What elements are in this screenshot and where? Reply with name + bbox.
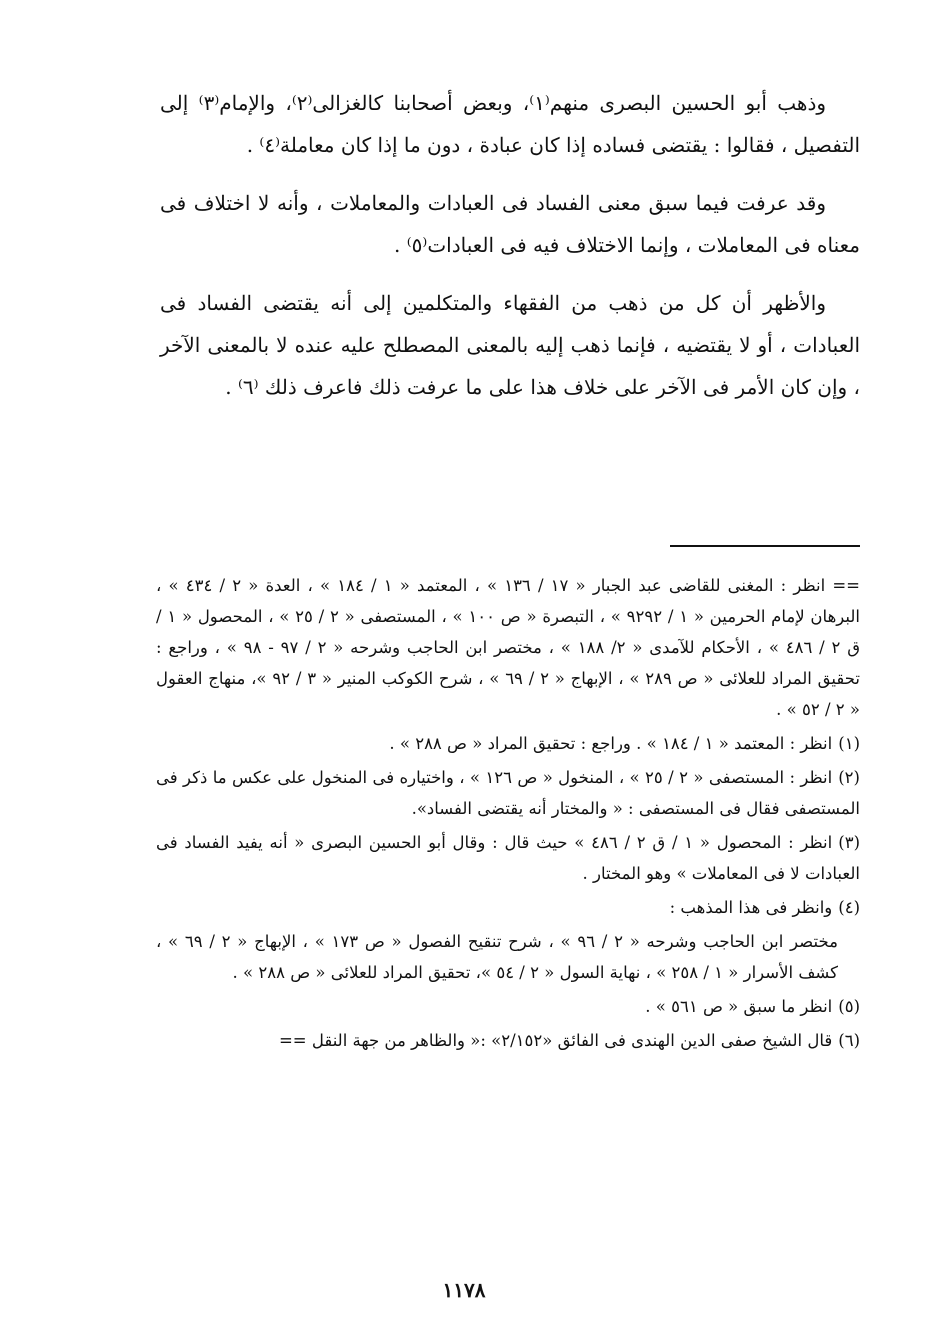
footnote-text: انظر : المعتمد « ١ / ١٨٤ » . وراجع : تحقيق المراد « ص ٢٨٨ » . [389, 734, 833, 753]
footnote-label: (٢) [838, 768, 860, 787]
footnote-text: انظر : المستصفى « ٢ / ٢٥ » ، المنخول « ص ١٢٦ » ، واختياره فى المنخول على عكس ما ذكر فى المستصفى فقال فى المستصفى : « والمختار أنه يقتضى الفساد». [156, 768, 860, 818]
paragraph-2: وقد عرفت فيما سبق معنى الفساد فى العبادات والمعاملات ، وأنه لا اختلاف فى معناه فى المعاملات ، وإنما الاختلاف فيه فى العبادات⁽٥⁾ . [160, 191, 860, 257]
footnote-label: (٥) [838, 997, 860, 1016]
footnote-text: انظر : المحصول « ١ / ق ٢ / ٤٨٦ » حيث قال : وقال أبو الحسين البصرى « أنه يفيد الفساد فى العبادات لا فى المعاملات » وهو المختار . [156, 833, 860, 883]
footnote-continued [156, 570, 860, 725]
footnote-1 [156, 728, 860, 759]
footnote-2 [156, 762, 860, 824]
main-text [160, 82, 860, 424]
footnote-label: (٦) [838, 1031, 860, 1050]
footnote-text: وانظر فى هذا المذهب : [669, 898, 833, 917]
footnote-5 [156, 991, 860, 1022]
paragraph-3: والأظهر أن كل من ذهب من الفقهاء والمتكلمين إلى أنه يقتضى الفساد فى العبادات ، أو لا يقتضيه ، فإنما ذهب إليه بالمعنى المصطلح عليه عنده لا بالمعنى الآخر ، وإن كان الأمر فى الآخر على خلاف هذا على ما عرفت ذلك فاعرف ذلك ⁽٦⁾ . [160, 291, 860, 399]
footnote-text: انظر ما سبق « ص ٥٦١ » . [645, 997, 833, 1016]
footnote-text: مختصر ابن الحاجب وشرحه « ٢ / ٩٦ » ، شرح تنقيح الفصول « ص ١٧٣ » ، الإبهاج « ٢ / ٦٩ » ، كشف الأسرار « ١ / ٢٥٨ » ، نهاية السول « ٢ / ٥٤ »، تحقيق المراد للعلائى « ص ٢٨٨ » . [156, 932, 838, 982]
footnote-label: (٤) [838, 898, 860, 917]
footnote-text: == انظر : المغنى للقاضى عبد الجبار « ١٧ / ١٣٦ » ، المعتمد « ١ / ١٨٤ » ، العدة « ٢ / ٤٣٤ » ، البرهان لإمام الحرمين « ١ / ٩٢٩٢ » ، التبصرة « ص ١٠٠ » ، المستصفى « ٢ / ٢٥ » ، المحصول « ١ / ق ٢ / ٤٨٦ » ، الأحكام للآمدى « ٢/ ١٨٨ » ، مختصر ابن الحاجب وشرحه « ٢ / ٩٧ - ٩٨ » ، وراجع : تحقيق المراد للعلائى « ص ٢٨٩ » ، الإبهاج « ٢ / ٦٩ » ، شرح الكوكب المنير « ٣ / ٩٢ »، منهاج العقول « ٢ / ٥٢ » . [156, 576, 860, 719]
footnotes [156, 570, 860, 1059]
footnote-4 [156, 892, 860, 923]
footnote-label: (٣) [838, 833, 860, 852]
footnote-6 [156, 1025, 860, 1056]
footnote-text: قال الشيخ صفى الدين الهندى فى الفائق «٢/١٥٢» :« والظاهر من جهة النقل == [278, 1031, 833, 1050]
footnote-separator [670, 545, 860, 547]
footnote-4-list [156, 926, 860, 988]
footnote-3 [156, 827, 860, 889]
page-number: ١١٧٨ [442, 1278, 486, 1302]
paragraph-1: وذهب أبو الحسين البصرى منهم⁽١⁾، وبعض أصحابنا كالغزالى⁽٢⁾، والإمام⁽٣⁾ إلى التفصيل ، فقالوا : يقتضى فساده إذا كان عبادة ، دون ما إذا كان معاملة⁽٤⁾ . [160, 91, 860, 157]
footnote-label: (١) [838, 734, 860, 753]
